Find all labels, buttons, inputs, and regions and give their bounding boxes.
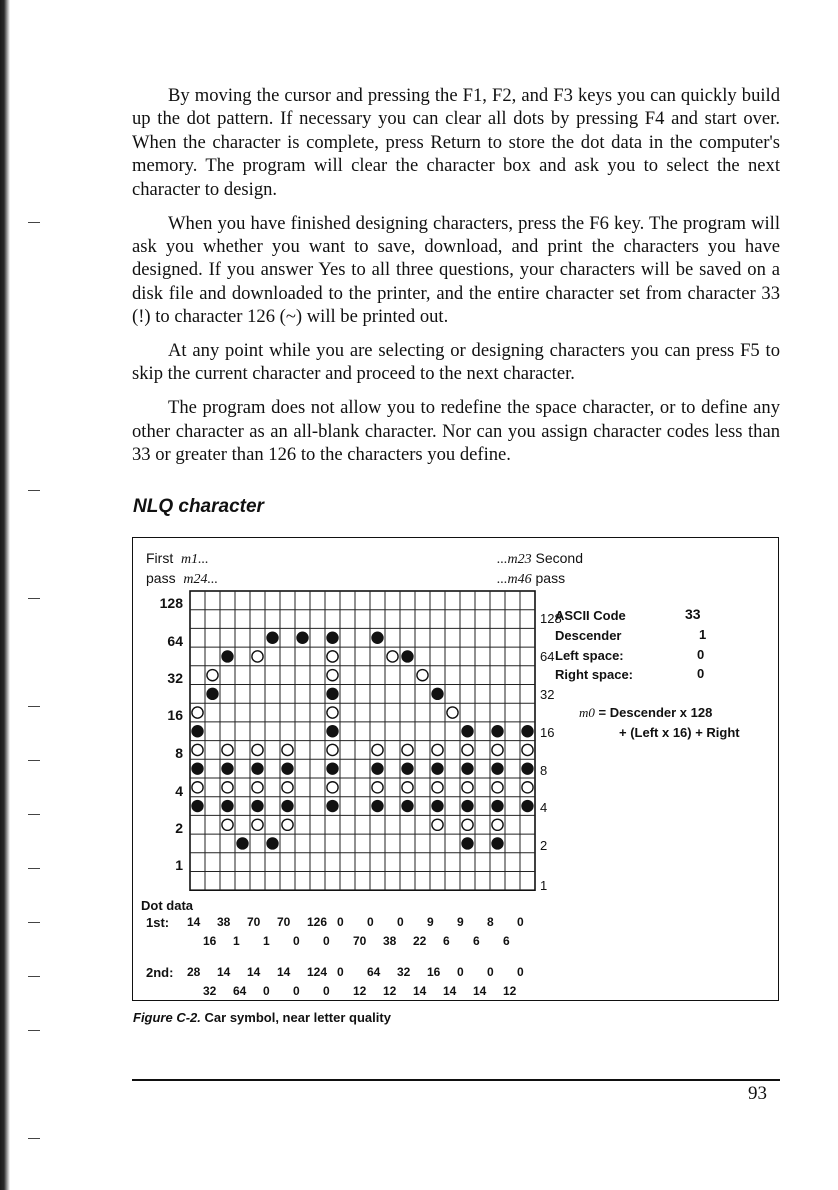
bit-weight-label: 8 [540,763,548,778]
first-pass-data-label: 1st: [146,915,170,930]
first-pass-label [146,550,209,568]
filled-dot [431,688,443,700]
margin-mark [28,814,40,815]
dot-data-value: 0 [517,915,524,929]
hollow-dot [462,819,473,830]
filled-dot [491,762,503,774]
dot-data-label: Dot data [141,898,193,913]
second-pass-data-label: 2nd: [146,965,174,980]
hollow-dot [252,744,263,755]
hollow-dot [417,670,428,681]
caption-label: Figure C-2. [133,1010,201,1025]
bit-weight-label: 16 [167,707,183,723]
ascii-code-value: 33 [685,606,701,622]
filled-dot [521,725,533,737]
hollow-dot [252,651,263,662]
right-space-label: Right space: [555,667,634,682]
dot-data-value: 1 [233,934,240,948]
dot-data-value: 70 [277,915,291,929]
dot-data-value: 0 [323,984,330,998]
bit-weight-label: 1 [540,878,548,893]
pass-label [146,570,218,588]
filled-dot [326,688,338,700]
filled-dot [221,762,233,774]
hollow-dot [222,744,233,755]
margin-mark [28,1030,40,1031]
filled-dot [326,632,338,644]
filled-dot [461,837,473,849]
hollow-dot [327,782,338,793]
filled-dot [401,800,413,812]
bit-weight-label: 1 [175,857,183,873]
dot-data-value: 6 [473,934,480,948]
filled-dot [326,762,338,774]
filled-dot [431,800,443,812]
dot-data-value: 0 [517,965,524,979]
dot-data-value: 14 [413,984,427,998]
hollow-dot [282,819,293,830]
bit-weight-label: 16 [540,725,555,740]
figure-box [132,537,779,1001]
dot-data-value: 14 [473,984,487,998]
filled-dot [206,688,218,700]
dot-data-value: 0 [293,934,300,948]
bit-weight-label: 8 [175,745,183,761]
dot-data-value: 14 [443,984,457,998]
dot-data-value: 6 [443,934,450,948]
caption-text: Car symbol, near letter quality [204,1010,391,1025]
dot-data-value: 64 [367,965,381,979]
dot-data-value: 14 [277,965,291,979]
bit-weight-label: 64 [540,649,555,664]
right-top-range: ...m23 [497,552,532,567]
filled-dot [191,762,203,774]
hollow-dot [207,670,218,681]
filled-dot [326,800,338,812]
dot-data-value: 64 [233,984,247,998]
dot-matrix-grid [189,590,539,892]
filled-dot [236,837,248,849]
formula-variable: m0 [579,705,595,720]
paragraph: When you have finished designing characters, press the F6 key. The program will ask you whether you want to save, download, and print the characters you have designed. If you answer Yes to all three questions, your characters will be saved on a disk file and downloaded to the printer, and the entire character set from character 33 (!) to character 126 (~) will be printed out. [132,212,780,328]
hollow-dot [462,782,473,793]
hollow-dot [387,651,398,662]
filled-dot [251,762,263,774]
bit-weight-label: 32 [540,687,555,702]
filled-dot [371,800,383,812]
first-range: m1... [181,552,209,567]
hollow-dot [462,744,473,755]
margin-mark [28,868,40,869]
dot-data-value: 28 [187,965,201,979]
dot-data-value: 6 [503,934,510,948]
margin-mark [28,706,40,707]
margin-mark [28,1138,40,1139]
dot-data-value: 8 [487,915,494,929]
dot-data-value: 1 [263,934,270,948]
right-bottom-label: pass [535,570,566,586]
filled-dot [191,800,203,812]
left-space-value: 0 [697,647,705,662]
filled-dot [401,650,413,662]
hollow-dot [432,819,443,830]
hollow-dot [282,782,293,793]
dot-data-value: 12 [353,984,367,998]
dot-data-value: 12 [383,984,397,998]
right-bottom-range: ...m46 [497,572,532,587]
hollow-dot [282,744,293,755]
filled-dot [281,762,293,774]
margin-mark [28,598,40,599]
filled-dot [491,837,503,849]
hollow-dot [222,819,233,830]
dot-data-value: 0 [293,984,300,998]
left-space-label: Left space: [555,648,624,663]
hollow-dot [522,744,533,755]
ascii-code-label: ASCII Code [555,608,626,623]
filled-dot [221,800,233,812]
dot-data-value: 9 [457,915,464,929]
hollow-dot [222,782,233,793]
dot-data-value: 70 [353,934,367,948]
filled-dot [296,632,308,644]
dot-data-value: 0 [263,984,270,998]
paragraph: The program does not allow you to redefine the space character, or to define any other character as an all-blank character. Nor can you assign character codes less than 33 or greater than 126 to the characters you define. [132,397,780,466]
paragraph: At any point while you are selecting or designing characters you can press F5 to skip the current character and proceed to the next character. [132,340,780,385]
dot-data-value: 0 [487,965,494,979]
right-space-value: 0 [697,666,705,681]
bit-weight-label: 32 [167,670,183,686]
dot-data-value: 124 [307,965,328,979]
second-pass-label [497,550,583,568]
dot-data-value: 0 [367,915,374,929]
dot-data-value: 0 [337,965,344,979]
page-number: 93 [748,1083,767,1104]
dot-data-value: 32 [397,965,411,979]
filled-dot [266,837,278,849]
dot-data-value: 14 [187,915,201,929]
dot-data-value: 0 [323,934,330,948]
margin-mark [28,222,40,223]
margin-mark [28,490,40,491]
filled-dot [221,650,233,662]
hollow-dot [252,819,263,830]
hollow-dot [192,782,203,793]
hollow-dot [402,744,413,755]
filled-dot [461,800,473,812]
bit-weight-label: 4 [540,800,548,815]
body-text [132,84,780,477]
formula-line-1 [579,705,712,721]
hollow-dot [522,782,533,793]
dot-data-value: 9 [427,915,434,929]
hollow-dot [432,744,443,755]
hollow-dot [327,744,338,755]
bit-weight-label: 2 [540,838,548,853]
section-heading: NLQ character [133,496,264,517]
dot-data-value: 14 [247,965,261,979]
hollow-dot [402,782,413,793]
dot-data-value: 32 [203,984,217,998]
dot-data-value: 22 [413,934,427,948]
first-label: First [146,550,174,566]
paragraph: By moving the cursor and pressing the F1, F2, and F3 keys you can quickly build up the dot pattern. If necessary you can clear all dots by pressing F4 and start over. When the character is complete, press Return to store the dot data in the computer's memory. The program will clear the character box and ask you to select the next character to design. [132,85,780,200]
hollow-dot [492,782,503,793]
hollow-dot [447,707,458,718]
dot-data-value: 14 [217,965,231,979]
dot-data-value: 0 [337,915,344,929]
page-scan-edge [0,0,10,1190]
filled-dot [371,762,383,774]
hollow-dot [192,744,203,755]
dot-data-value: 12 [503,984,517,998]
hollow-dot [252,782,263,793]
filled-dot [461,762,473,774]
formula-descender: = Descender x 128 [598,705,713,720]
hollow-dot [327,707,338,718]
dot-data-value: 70 [247,915,261,929]
bit-weight-label: 2 [175,820,183,836]
filled-dot [521,800,533,812]
filled-dot [461,725,473,737]
pass-range: m24... [183,572,218,587]
dot-data-value: 16 [203,934,217,948]
hollow-dot [372,744,383,755]
filled-dot [371,632,383,644]
dot-data-value: 38 [383,934,397,948]
dot-data-value: 38 [217,915,231,929]
hollow-dot [327,670,338,681]
filled-dot [251,800,263,812]
filled-dot [491,725,503,737]
filled-dot [491,800,503,812]
pass-text: pass [146,570,176,586]
bit-weight-label: 128 [159,595,183,611]
filled-dot [266,632,278,644]
second-pass-sub-label [497,570,565,588]
filled-dot [401,762,413,774]
bit-weight-label: 128 [540,611,562,626]
dot-data-value: 126 [307,915,328,929]
descender-value: 1 [699,627,707,642]
margin-mark [28,760,40,761]
hollow-dot [372,782,383,793]
hollow-dot [327,651,338,662]
footer-rule [132,1079,780,1081]
filled-dot [521,762,533,774]
hollow-dot [492,819,503,830]
hollow-dot [192,707,203,718]
filled-dot [326,725,338,737]
dot-data-value: 0 [397,915,404,929]
bit-weight-label: 4 [175,783,183,799]
hollow-dot [432,782,443,793]
right-top-label: Second [535,550,583,566]
formula-line-2: + (Left x 16) + Right [619,725,740,740]
hollow-dot [492,744,503,755]
figure-caption [133,1010,391,1025]
filled-dot [431,762,443,774]
descender-label: Descender [555,628,622,643]
margin-mark [28,976,40,977]
bit-weight-label: 64 [167,633,183,649]
filled-dot [281,800,293,812]
filled-dot [191,725,203,737]
dot-data-value: 16 [427,965,441,979]
margin-mark [28,922,40,923]
dot-data-value: 0 [457,965,464,979]
